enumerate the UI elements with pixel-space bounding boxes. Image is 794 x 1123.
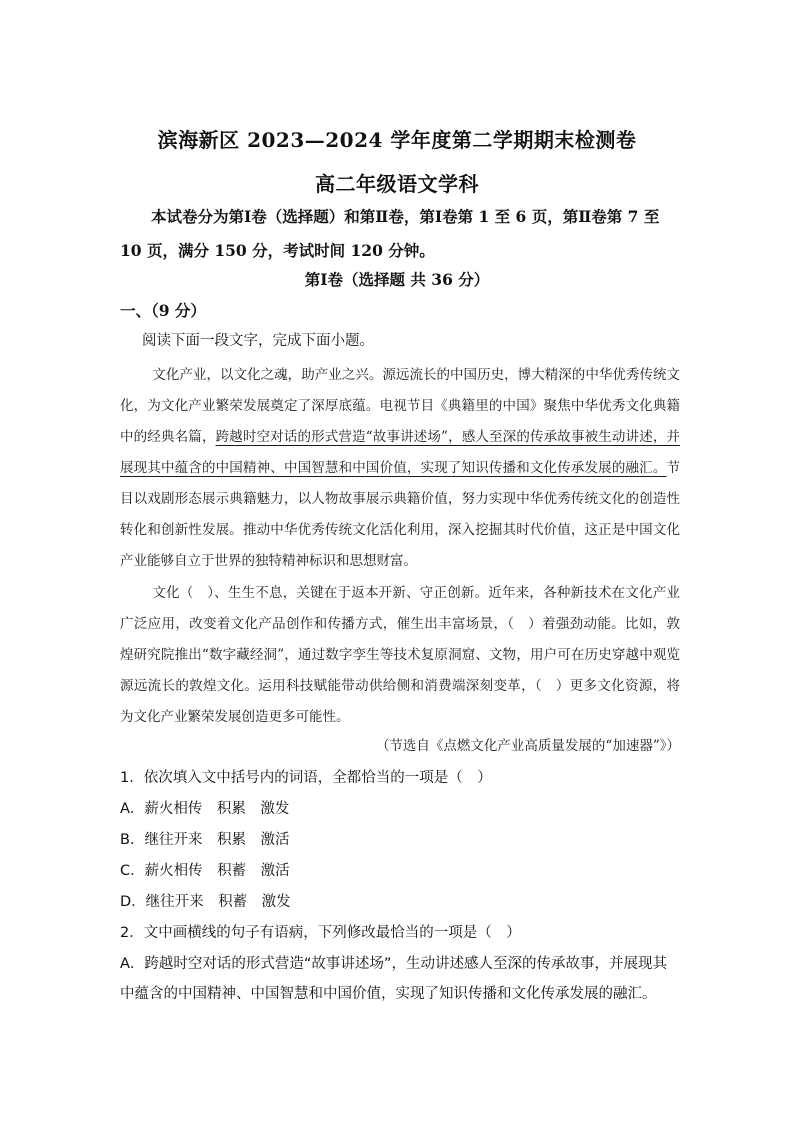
question-1-option-b: B．继往开来 积累 激活 — [120, 832, 290, 848]
underlined-sentence: 跨越时空对话的形式营造“故事讲述场”，感人至深的传承故事被生动讲述，并展现其中蕴含的中国精神、中国智慧和中国价值，实现了知识传播和文化传承发展的融汇。 — [120, 429, 680, 476]
part-title: 第Ⅰ卷（选择题 共 36 分） — [304, 270, 490, 289]
section-title: 一、（9 分） — [120, 301, 206, 320]
question-2-stem: 2．文中画横线的句子有语病，下列修改最恰当的一项是（ ） — [120, 925, 521, 941]
exam-instructions: 本试卷分为第Ⅰ卷（选择题）和第Ⅱ卷，第Ⅰ卷第 1 至 6 页，第Ⅱ卷第 7 至 10 页，满分 150 分，考试时间 120 分钟。 — [120, 207, 660, 260]
exam-subtitle: 高二年级语文学科 — [315, 172, 479, 196]
question-2-option-a: A．跨越时空对话的形式营造“故事讲述场”，生动讲述感人至深的传承故事，并展现其中蕴含的中国精神、中国智慧和中国价值，实现了知识传播和文化传承发展的融汇。 — [120, 956, 667, 1002]
passage-source: （节选自《点燃文化产业高质量发展的“加速器”》） — [375, 738, 680, 754]
exam-title: 滨海新区 2023—2024 学年度第二学期期末检测卷 — [157, 128, 637, 152]
question-1-stem: 1．依次填入文中括号内的词语，全都恰当的一项是（ ） — [120, 770, 492, 786]
section-instruction: 阅读下面一段文字，完成下面小题。 — [142, 333, 374, 349]
question-1-option-a: A．薪火相传 积累 激发 — [120, 801, 290, 817]
question-1-option-d: D．继往开来 积蓄 激发 — [120, 894, 291, 910]
passage-paragraph-2: 文化（ ）、生生不息，关键在于返本开新、守正创新。近年来，各种新技术在文化产业广泛应用，改变着文化产品创作和传播方式，催生出丰富场景，（ ）着强劲动能。比如，敦煌研究院推出“数字藏经洞”，通过数字孪生等技术复原洞窟、文物，用户可在历史穿越中观览源远流长的敦煌文化。运用科技赋能带动供给侧和消费端深刻变革，（ ）更多文化资源，将为文化产业繁荣发展创造更多可能性。 — [120, 585, 680, 725]
passage-text: 节目以戏剧形态展示典籍魅力，以人物故事展示典籍价值，努力实现中华优秀传统文化的创造性转化和创新性发展。推动中华优秀传统文化活化利用，深入挖掘其时代价值，这正是中国文化产业能够自立于世界的独特精神标识和思想财富。 — [120, 460, 680, 569]
passage-text: 文化产业，以文化之魂，助产业之兴。源远流长的中国历史，博大精深的中华优秀传统文化，为文化产业繁荣发展奠定了深厚底蕴。电视节目《典籍里的中国》聚焦中华优秀文化典籍中的经典名篇， — [120, 367, 680, 445]
passage-paragraph-1 — [120, 360, 680, 577]
question-1-option-c: C．薪火相传 积蓄 激活 — [120, 863, 290, 879]
